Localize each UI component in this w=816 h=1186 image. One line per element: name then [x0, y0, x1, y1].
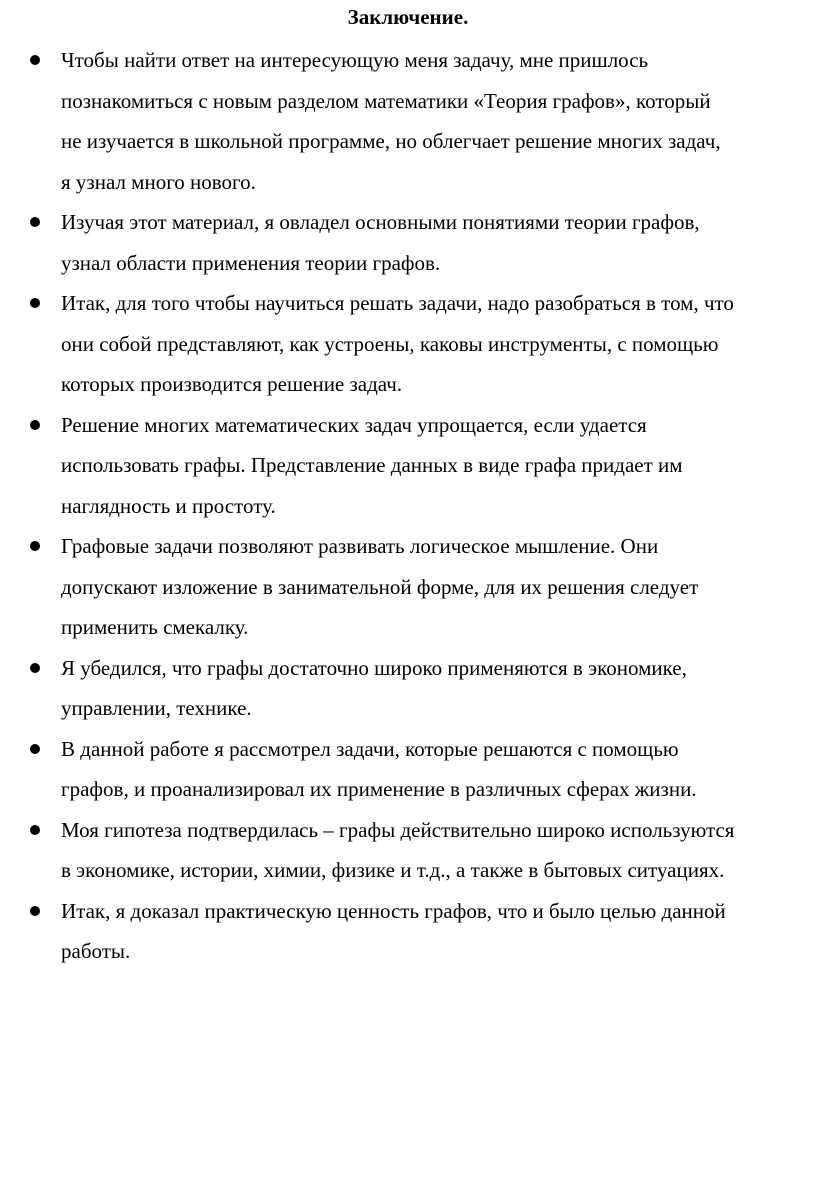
list-item-line: Решение многих математических задач упрощается, если удается [61, 412, 647, 437]
list-item-line: наглядность и простоту. [61, 493, 276, 518]
list-item-line: узнал области применения теории графов. [61, 250, 441, 275]
list-item-line: управлении, технике. [61, 696, 252, 720]
list-item-line: Графовые задачи позволяют развивать логическое мышление. Они [61, 534, 659, 558]
list-item [0, 729, 816, 810]
list-item [0, 283, 816, 405]
list-item-line: Чтобы найти ответ на интересующую меня задачу, мне пришлось [61, 48, 649, 72]
list-item [0, 202, 816, 283]
list-item [0, 891, 816, 972]
list-item-line: в экономике, истории, химии, физике и т.д., а также в бытовых ситуациях. [61, 858, 725, 882]
list-item [0, 405, 816, 527]
list-item [0, 40, 816, 202]
list-item-line: графов, и проанализировал их применение в различных сферах жизни. [61, 777, 697, 801]
list-item-line: Изучая этот материал, я овладел основными понятиями теории графов, [61, 210, 700, 234]
list-item-line: В данной работе я рассмотрел задачи, которые решаются с помощью [61, 736, 679, 761]
bullet-icon [30, 744, 40, 754]
bullet-icon [30, 663, 40, 673]
list-item-line: Итак, я доказал практическую ценность графов, что и было целью данной [61, 898, 726, 923]
conclusion-list [0, 40, 816, 972]
list-item-line: которых производится решение задач. [61, 372, 403, 396]
list-item-line: Моя гипотеза подтвердилась – графы действительно широко используются [61, 817, 735, 842]
bullet-icon [30, 825, 40, 835]
list-item [0, 526, 816, 648]
bullet-icon [30, 541, 40, 551]
bullet-icon [30, 55, 40, 65]
list-item-line: работы. [61, 939, 131, 963]
bullet-icon [30, 217, 40, 227]
bullet-icon [30, 906, 40, 916]
list-item-line: я узнал много нового. [61, 169, 256, 194]
list-item-line: применить смекалку. [61, 615, 249, 639]
bullet-icon [30, 420, 40, 430]
list-item [0, 648, 816, 729]
list-item-line: использовать графы. Представление данных в виде графа придает им [61, 453, 683, 477]
list-item-line: они собой представляют, как устроены, каковы инструменты, с помощью [61, 331, 719, 356]
bullet-icon [30, 298, 40, 308]
list-item-line: Я убедился, что графы достаточно широко применяются в экономике, [61, 655, 687, 680]
list-item-line: не изучается в школьной программе, но облегчает решение многих задач, [61, 129, 721, 153]
list-item-line: допускают изложение в занимательной форме, для их решения следует [61, 574, 699, 599]
list-item-line: Итак, для того чтобы научиться решать задачи, надо разобраться в том, что [61, 291, 734, 315]
list-item-line: познакомиться с новым разделом математики «Теория графов», который [61, 88, 711, 113]
page-title: Заключение. [347, 5, 469, 29]
list-item [0, 810, 816, 891]
